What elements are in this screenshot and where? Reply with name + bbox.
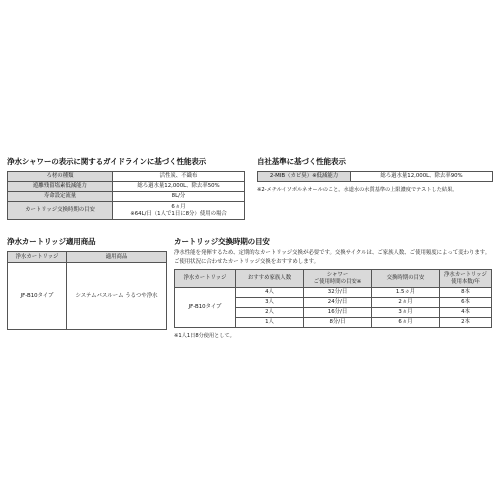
- row-value: 8L/分: [113, 192, 245, 202]
- own-standard-note: ※2-メチルイソボルネオールのこと。水道水の水質基準の上限濃度でテストした結果。: [257, 187, 458, 193]
- column-header: 浄水カートリッジ 使用本数/年: [440, 270, 492, 288]
- compatible-table: [7, 251, 167, 330]
- row-value: 総ろ過水量12,000L、除去率90%: [351, 172, 493, 182]
- column-header: 浄水カートリッジ: [8, 252, 67, 263]
- table-row: [8, 202, 245, 220]
- people-cell: 4人: [236, 288, 304, 298]
- count-cell: 2本: [440, 318, 492, 328]
- row-label: 遊離残留塩素低減能力: [8, 182, 113, 192]
- time-cell: 24分/日: [304, 298, 372, 308]
- people-cell: 2人: [236, 308, 304, 318]
- replacement-period: 6ヵ月: [171, 203, 186, 210]
- time-cell: 8分/日: [304, 318, 372, 328]
- own-standard-heading: 自社基準に基づく性能表示: [257, 157, 346, 166]
- column-header: おすすめ家族人数: [236, 270, 304, 288]
- guideline-heading: 浄水シャワーの表示に関するガイドラインに基づく性能表示: [7, 157, 207, 166]
- column-header: 適用商品: [67, 252, 167, 263]
- column-header: 交換時期の目安: [372, 270, 440, 288]
- replacement-table: [174, 269, 492, 328]
- table-row: [8, 192, 245, 202]
- cartridge-cell: JF-B10タイプ: [175, 288, 236, 328]
- row-label: ろ材の種類: [8, 172, 113, 182]
- row-value: [113, 202, 245, 220]
- guideline-section: [7, 156, 245, 220]
- column-header: シャワー ご使用時間の目安※: [304, 270, 372, 288]
- cartridge-cell: JF-B10タイプ: [8, 263, 67, 330]
- row-label: 2-MIB（カビ臭）※低減能力: [258, 172, 351, 182]
- count-cell: 4本: [440, 308, 492, 318]
- row-label: カートリッジ交換時期の目安: [8, 202, 113, 220]
- table-row: [175, 288, 492, 298]
- people-cell: 1人: [236, 318, 304, 328]
- period-cell: 2ヵ月: [372, 298, 440, 308]
- count-cell: 6本: [440, 298, 492, 308]
- product-cell: システムバスルーム うるつや浄水: [67, 263, 167, 330]
- compatible-heading: 浄水カートリッジ適用商品: [7, 237, 96, 246]
- table-header-row: [175, 270, 492, 288]
- table-header-row: [8, 252, 167, 263]
- period-cell: 3ヵ月: [372, 308, 440, 318]
- time-cell: 16分/日: [304, 308, 372, 318]
- table-row: [8, 182, 245, 192]
- people-cell: 3人: [236, 298, 304, 308]
- count-cell: 8本: [440, 288, 492, 298]
- usage-note: ※64L/日（1人で1日に8分）使用の場合: [130, 210, 227, 217]
- table-row: [8, 172, 245, 182]
- column-header: 浄水カートリッジ: [175, 270, 236, 288]
- guideline-table: [7, 171, 245, 220]
- own-standard-table: [257, 171, 493, 182]
- row-value: 活性炭、不織布: [113, 172, 245, 182]
- own-standard-section: [257, 156, 493, 193]
- replacement-footnote: ※1人1日8分使用として。: [174, 333, 235, 339]
- row-value: 総ろ過水量12,000L、除去率50%: [113, 182, 245, 192]
- compatible-section: [7, 236, 167, 330]
- period-cell: 1.5ヵ月: [372, 288, 440, 298]
- time-cell: 32分/日: [304, 288, 372, 298]
- period-cell: 6ヵ月: [372, 318, 440, 328]
- row-label: 寿命設定流量: [8, 192, 113, 202]
- replacement-heading: カートリッジ交換時期の目安: [174, 237, 270, 246]
- table-row: [8, 263, 167, 330]
- replacement-description: 浄水性能を発揮するため、定期的なカートリッジ交換が必要です。交換サイクルは、ご家族人数、ご使用頻度によって変わります。ご使用状況に合わせたカートリッジ交換をおすすめします。: [174, 250, 491, 265]
- table-row: [258, 172, 493, 182]
- replacement-section: [174, 236, 492, 339]
